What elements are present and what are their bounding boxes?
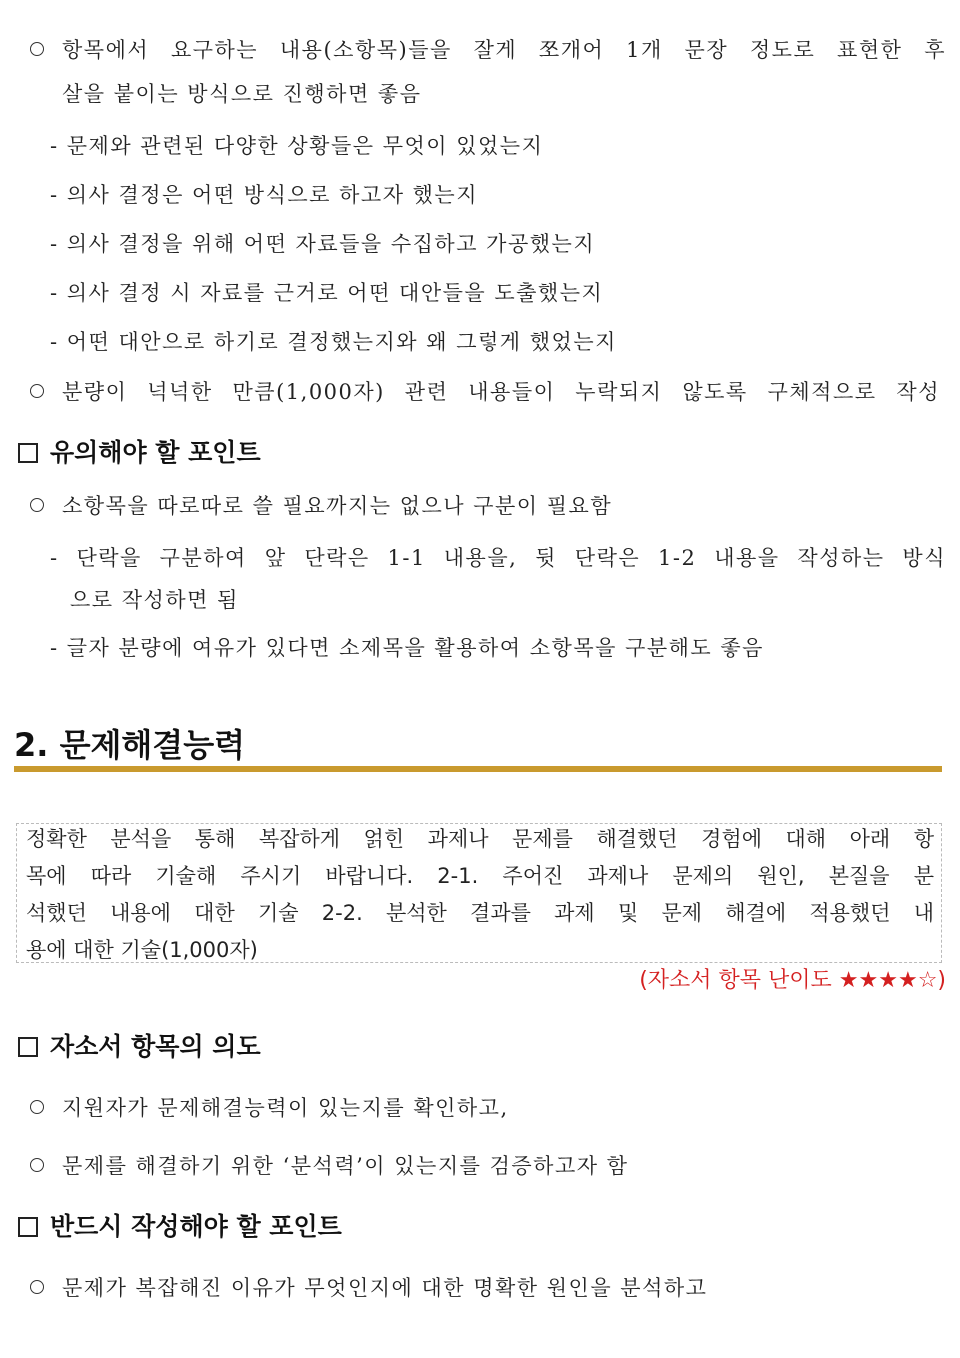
circle-bullet-icon (30, 42, 44, 56)
caution-heading (18, 433, 960, 469)
section-divider (14, 766, 942, 772)
question-line-4: 용에 대한 기술(1,000자) (26, 938, 258, 962)
question-line-1: 정확한 분석을 통해 복잡하게 얽힌 과제나 문제를 해결했던 경험에 대해 아래 항 (26, 827, 934, 851)
intro-dash-4 (50, 277, 960, 307)
caution-dash-2 (50, 632, 960, 662)
caution-dash-1-cont (70, 584, 960, 614)
caution-bullet (30, 490, 960, 520)
intent-bullet-1-text: 지원자가 문제해결능력이 있는지를 확인하고, (62, 1096, 509, 1120)
intent-bullet-2 (30, 1150, 960, 1180)
must-heading-text: 반드시 작성해야 할 포인트 (50, 1212, 342, 1241)
question-line-2: 목에 따라 기술해 주시기 바랍니다. 2-1. 주어진 과제나 문제의 원인, 본질을 분 (26, 864, 934, 888)
difficulty-rating: (자소서 항목 난이도 ★★★★☆) (639, 968, 946, 993)
intro-bullet-1-cont-text: 살을 붙이는 방식으로 진행하면 좋음 (62, 82, 422, 106)
intro-bullet-1 (30, 34, 946, 64)
intro-dash-5 (50, 326, 960, 356)
intro-dash-1 (50, 130, 960, 160)
must-heading (18, 1207, 960, 1243)
checkbox-square-icon (18, 1217, 38, 1237)
caution-bullet-text: 소항목을 따로따로 쓸 필요까지는 없으나 구분이 필요함 (62, 494, 613, 518)
question-line-3: 석했던 내용에 대한 기술 2-2. 분석한 결과를 과제 및 문제 해결에 적용했던 내 (26, 901, 934, 925)
intro-dash-2 (50, 179, 960, 209)
must-bullet-text: 문제가 복잡해진 이유가 무엇인지에 대한 명확한 원인을 분석하고 (62, 1276, 708, 1300)
checkbox-square-icon (18, 443, 38, 463)
dash-item-text: - 의사 결정 시 자료를 근거로 어떤 대안들을 도출했는지 (50, 281, 604, 305)
intro-bullet-2 (30, 376, 940, 406)
intent-heading (18, 1027, 960, 1063)
circle-bullet-icon (30, 1158, 44, 1172)
intent-bullet-2-text: 문제를 해결하기 위한 ‘분석력’이 있는지를 검증하고자 함 (62, 1154, 629, 1178)
section-title: 2. 문제해결능력 (14, 726, 246, 764)
dash-item-text: - 문제와 관련된 다양한 상황들은 무엇이 있었는지 (50, 134, 544, 158)
caution-dash-1-cont-text: 으로 작성하면 됨 (70, 588, 239, 612)
must-bullet (30, 1272, 960, 1302)
checkbox-square-icon (18, 1037, 38, 1057)
circle-bullet-icon (30, 498, 44, 512)
caution-heading-text: 유의해야 할 포인트 (50, 438, 261, 467)
intent-bullet-1 (30, 1092, 960, 1122)
intro-bullet-2-text: 분량이 넉넉한 만큼(1,000자) 관련 내용들이 누락되지 않도록 구체적으로 작성 (62, 380, 940, 404)
intro-bullet-1-cont (62, 78, 960, 108)
dash-item-text: - 어떤 대안으로 하기로 결정했는지와 왜 그렇게 했었는지 (50, 330, 617, 354)
intent-heading-text: 자소서 항목의 의도 (50, 1032, 261, 1061)
intro-dash-3 (50, 228, 960, 258)
circle-bullet-icon (30, 1100, 44, 1114)
caution-dash-1-text: - 단락을 구분하여 앞 단락은 1-1 내용을, 뒷 단락은 1-2 내용을 작성하는 방식 (50, 546, 946, 570)
intro-bullet-1-text: 항목에서 요구하는 내용(소항목)들을 잘게 쪼개어 1개 문장 정도로 표현한 후 (62, 38, 946, 62)
caution-dash-2-text: - 글자 분량에 여유가 있다면 소제목을 활용하여 소항목을 구분해도 좋음 (50, 636, 764, 660)
circle-bullet-icon (30, 1280, 44, 1294)
dash-item-text: - 의사 결정을 위해 어떤 자료들을 수집하고 가공했는지 (50, 232, 596, 256)
circle-bullet-icon (30, 384, 44, 398)
caution-dash-1 (50, 542, 946, 572)
dash-item-text: - 의사 결정은 어떤 방식으로 하고자 했는지 (50, 183, 479, 207)
